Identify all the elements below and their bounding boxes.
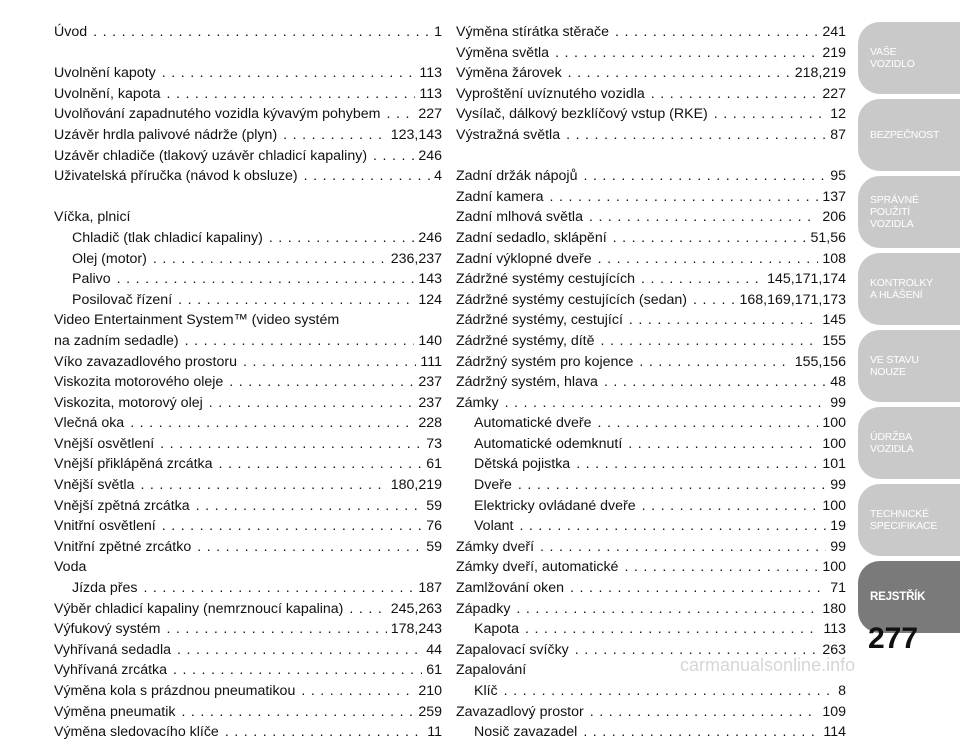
index-entry xyxy=(456,22,846,43)
section-tab[interactable] xyxy=(858,484,960,556)
dot-leader xyxy=(504,681,834,702)
index-entry xyxy=(54,352,442,373)
entry-label: Viskozita, motorový olej xyxy=(54,394,203,411)
entry-page-ref: 227 xyxy=(418,106,442,123)
entry-page-ref: 140 xyxy=(418,332,442,349)
entry-label: Výměna stírátka stěrače xyxy=(456,24,609,40)
entry-label: Zámky xyxy=(456,394,499,411)
entry-page-ref: 100 xyxy=(822,497,846,514)
index-entry xyxy=(54,310,442,331)
dot-leader xyxy=(568,63,791,84)
entry-label: Vlečná oka xyxy=(54,415,125,432)
dot-leader xyxy=(628,434,818,455)
dot-leader xyxy=(140,475,386,496)
entry-page-ref: 227 xyxy=(822,85,846,102)
entry-label: Vyhřívaná zrcátka xyxy=(54,662,168,679)
index-entry xyxy=(54,681,442,702)
dot-leader xyxy=(143,578,414,599)
entry-page-ref: 237 xyxy=(418,374,442,391)
entry-page-ref: 113 xyxy=(419,65,442,82)
dot-leader xyxy=(197,537,422,558)
entry-page-ref: 19 xyxy=(830,518,846,535)
entry-page-ref: 111 xyxy=(420,353,442,370)
entry-label: Výměna světla xyxy=(456,44,550,61)
entry-page-ref: 61 xyxy=(426,456,442,473)
index-entry xyxy=(54,207,442,228)
entry-label: Uvolnění kapoty xyxy=(54,65,156,82)
entry-page-ref: 178,243 xyxy=(390,621,442,638)
dot-leader xyxy=(162,63,416,84)
entry-label: Zámky dveří, automatické xyxy=(456,559,619,576)
entry-page-ref: 71 xyxy=(830,580,846,597)
dot-leader xyxy=(519,516,826,537)
entry-page-ref: 155,156 xyxy=(794,353,846,370)
entry-label: Video Entertainment System™ (video systém xyxy=(54,312,340,329)
index-entry xyxy=(54,557,442,578)
dot-leader xyxy=(714,104,826,125)
entry-label: Vnitřní zpětné zrcátko xyxy=(54,538,192,555)
index-spacer xyxy=(54,187,442,208)
dot-leader xyxy=(269,228,415,249)
entry-label: Vnější zpětná zrcátka xyxy=(54,497,190,514)
entry-label: Výběr chladicí kapaliny (nemrznoucí kapalina) xyxy=(54,600,344,617)
entry-page-ref: 180 xyxy=(822,600,846,617)
index-entry xyxy=(456,187,846,208)
index-entry xyxy=(456,104,846,125)
section-tab[interactable] xyxy=(858,22,960,94)
entry-page-ref: 76 xyxy=(426,518,442,535)
entry-page-ref: 99 xyxy=(830,394,846,411)
entry-label: Uživatelská příručka (návod k obsluze) xyxy=(54,168,298,185)
entry-label: Elektricky ovládané dveře xyxy=(474,497,636,514)
entry-page-ref: 187 xyxy=(418,580,442,597)
index-subentry xyxy=(54,578,442,599)
entry-label: Zadní výklopné dveře xyxy=(456,250,592,267)
entry-label: Víko zavazadlového prostoru xyxy=(54,353,237,370)
entry-label: Uzávěr hrdla palivové nádrže (plyn) xyxy=(54,126,278,143)
index-entry xyxy=(456,310,846,331)
index-subentry xyxy=(456,722,846,743)
dot-leader xyxy=(229,372,414,393)
entry-page-ref: 155 xyxy=(822,332,846,349)
entry-label: Zádržné systémy cestujících xyxy=(456,271,635,288)
entry-label: Dveře xyxy=(474,477,512,494)
entry-page-ref: 236,237 xyxy=(390,250,442,267)
entry-label: Zavazadlový prostor xyxy=(456,703,584,720)
index-entry xyxy=(456,599,846,620)
dot-leader xyxy=(196,496,423,517)
index-entry xyxy=(456,290,846,311)
index-entry xyxy=(456,269,846,290)
dot-leader xyxy=(219,454,423,475)
entry-page-ref: 143 xyxy=(418,271,442,288)
index-entry xyxy=(456,372,846,393)
entry-page-ref: 259 xyxy=(418,703,442,720)
section-tab[interactable] xyxy=(858,99,960,171)
index-entry xyxy=(54,331,442,352)
entry-page-ref: 113 xyxy=(823,621,846,638)
section-tab-label: REJSTŘÍK xyxy=(870,591,926,603)
dot-leader xyxy=(583,722,819,743)
entry-page-ref: 108 xyxy=(822,250,846,267)
dot-leader xyxy=(209,393,415,414)
dot-leader xyxy=(181,702,414,723)
index-subentry xyxy=(54,269,442,290)
entry-label: Palivo xyxy=(72,271,111,288)
entry-page-ref: 48 xyxy=(830,374,846,391)
dot-leader xyxy=(153,249,387,270)
entry-label: Zadní kamera xyxy=(456,188,544,205)
entry-label: Zadní držák nápojů xyxy=(456,168,578,185)
index-entry xyxy=(456,84,846,105)
entry-label: Vyproštění uvíznutého vozidla xyxy=(456,85,645,102)
dot-leader xyxy=(566,125,826,146)
section-tabs xyxy=(858,22,960,630)
index-subentry xyxy=(456,475,846,496)
dot-leader xyxy=(629,310,818,331)
entry-label: Volant xyxy=(474,518,514,535)
entry-label: Automatické odemknutí xyxy=(474,435,623,452)
dot-leader xyxy=(589,207,818,228)
entry-label: Uvolnění, kapota xyxy=(54,85,161,102)
index-entry xyxy=(456,557,846,578)
index-entry xyxy=(54,104,442,125)
dot-leader xyxy=(516,599,818,620)
index-subentry xyxy=(54,228,442,249)
dot-leader xyxy=(651,84,819,105)
entry-page-ref: 1 xyxy=(434,24,442,40)
entry-label: Uzávěr chladiče (tlakový uzávěr chladicí kapaliny) xyxy=(54,147,368,164)
entry-page-ref: 145,171,174 xyxy=(767,271,846,288)
entry-label: Zapalování xyxy=(456,662,527,679)
index-entry xyxy=(456,537,846,558)
dot-leader xyxy=(550,187,819,208)
entry-page-ref: 246 xyxy=(418,147,442,164)
index-entry xyxy=(456,393,846,414)
index-entry xyxy=(456,207,846,228)
index-entry xyxy=(456,249,846,270)
entry-page-ref: 95 xyxy=(830,168,846,185)
entry-page-ref: 99 xyxy=(830,477,846,494)
dot-leader xyxy=(598,249,819,270)
entry-page-ref: 73 xyxy=(426,435,442,452)
entry-page-ref: 228 xyxy=(418,415,442,432)
entry-label: Vnější osvětlení xyxy=(54,435,155,452)
index-entry xyxy=(456,702,846,723)
index-entry xyxy=(54,599,442,620)
dot-leader xyxy=(590,702,819,723)
index-entry xyxy=(54,475,442,496)
entry-page-ref: 210 xyxy=(418,683,442,699)
dot-leader xyxy=(601,331,819,352)
dot-leader xyxy=(283,125,387,146)
entry-page-ref: 206 xyxy=(822,209,846,226)
entry-page-ref: 241 xyxy=(822,24,846,40)
entry-page-ref: 59 xyxy=(426,538,442,555)
index-entry xyxy=(456,166,846,187)
index-column-right xyxy=(456,22,846,743)
entry-label: Západky xyxy=(456,600,511,617)
entry-page-ref: 113 xyxy=(419,85,442,102)
entry-page-ref: 8 xyxy=(838,683,846,699)
dot-leader xyxy=(604,372,826,393)
index-subentry xyxy=(456,619,846,640)
entry-page-ref: 11 xyxy=(427,724,442,741)
entry-page-ref: 100 xyxy=(822,435,846,452)
entry-label: Zadní mlhová světla xyxy=(456,209,583,226)
dot-leader xyxy=(639,352,790,373)
entry-label: Uvolňování zapadnutého vozidla kývavým pohybem xyxy=(54,106,381,123)
index-subentry xyxy=(456,434,846,455)
entry-label: Výfukový systém xyxy=(54,621,161,638)
index-entry xyxy=(54,22,442,43)
dot-leader xyxy=(301,681,414,702)
index-entry xyxy=(54,619,442,640)
index-entry xyxy=(54,496,442,517)
index-entry xyxy=(54,454,442,475)
dot-leader xyxy=(166,84,415,105)
entry-label: Vnější přiklápěná zrcátka xyxy=(54,456,213,473)
entry-page-ref: 245,263 xyxy=(390,600,442,617)
index-entry xyxy=(54,702,442,723)
section-tab-label: SPRÁVNÉ POUŽITÍ VOZIDLA xyxy=(870,194,919,230)
index-subentry xyxy=(456,516,846,537)
entry-page-ref: 145 xyxy=(822,312,846,329)
entry-label: Zámky dveří xyxy=(456,538,535,555)
index-entry xyxy=(54,166,442,187)
dot-leader xyxy=(505,393,827,414)
dot-leader xyxy=(518,475,826,496)
entry-label: Dětská pojistka xyxy=(474,456,571,473)
entry-label: Vnitřní osvětlení xyxy=(54,518,156,535)
entry-page-ref: 180,219 xyxy=(390,477,442,494)
entry-page-ref: 4 xyxy=(434,168,442,185)
page-number: 277 xyxy=(868,622,919,655)
entry-label: Výměna žárovek xyxy=(456,65,562,82)
index-subentry xyxy=(456,413,846,434)
entry-label: Víčka, plnicí xyxy=(54,209,131,226)
index-entry xyxy=(54,63,442,84)
entry-page-ref: 109 xyxy=(822,703,846,720)
entry-label: Klíč xyxy=(474,683,498,699)
index-entry xyxy=(54,146,442,167)
index-entry xyxy=(54,722,442,743)
index-entry xyxy=(54,125,442,146)
index-entry xyxy=(54,640,442,661)
dot-leader xyxy=(540,537,826,558)
entry-page-ref: 51,56 xyxy=(810,229,846,246)
dot-leader xyxy=(117,269,415,290)
entry-label: Kapota xyxy=(474,621,519,638)
dot-leader xyxy=(641,269,763,290)
entry-label: Výměna kola s prázdnou pneumatikou xyxy=(54,683,296,699)
index-entry xyxy=(456,63,846,84)
entry-page-ref: 87 xyxy=(830,126,846,143)
entry-label: Olej (motor) xyxy=(72,250,147,267)
index-entry xyxy=(456,228,846,249)
index-entry xyxy=(54,516,442,537)
index-column-left xyxy=(54,22,442,743)
section-tab[interactable] xyxy=(858,330,960,402)
index-entry xyxy=(456,125,846,146)
entry-label: Jízda přes xyxy=(72,580,138,597)
section-tab-label: VAŠE VOZIDLO xyxy=(870,46,915,70)
entry-label: Zádržné systémy, dítě xyxy=(456,332,595,349)
dot-leader xyxy=(555,43,818,64)
entry-page-ref: 59 xyxy=(426,497,442,514)
dot-leader xyxy=(160,434,422,455)
entry-label: Nosič zavazadel xyxy=(474,724,578,741)
index-entry xyxy=(54,537,442,558)
dot-leader xyxy=(598,413,819,434)
entry-label: na zadním sedadle) xyxy=(54,332,179,349)
watermark: carmanualsonline.info xyxy=(680,655,856,675)
entry-label: Zádržný systém pro kojence xyxy=(456,353,634,370)
dot-leader xyxy=(624,557,818,578)
dot-leader xyxy=(225,722,423,743)
dot-leader xyxy=(693,290,735,311)
section-tab-label: VE STAVU NOUZE xyxy=(870,354,919,378)
dot-leader xyxy=(93,22,430,43)
entry-page-ref: 44 xyxy=(426,641,442,658)
entry-label: Viskozita motorového oleje xyxy=(54,374,224,391)
index-entry xyxy=(54,434,442,455)
index-entry xyxy=(456,352,846,373)
entry-label: Voda xyxy=(54,559,87,576)
entry-page-ref: 114 xyxy=(823,724,846,741)
entry-label: Zamlžování oken xyxy=(456,580,565,597)
dot-leader xyxy=(570,578,826,599)
dot-leader xyxy=(162,516,422,537)
entry-page-ref: 137 xyxy=(822,188,846,205)
entry-page-ref: 100 xyxy=(822,559,846,576)
entry-page-ref: 219 xyxy=(822,44,846,61)
index-entry xyxy=(456,43,846,64)
entry-page-ref: 218,219 xyxy=(794,65,846,82)
entry-page-ref: 168,169,171,173 xyxy=(739,291,846,308)
index-entry xyxy=(456,331,846,352)
entry-label: Úvod xyxy=(54,24,88,40)
dot-leader xyxy=(373,146,414,167)
dot-leader xyxy=(304,166,430,187)
index-entry xyxy=(54,393,442,414)
entry-label: Výměna pneumatik xyxy=(54,703,176,720)
dot-leader xyxy=(576,454,818,475)
index-subentry xyxy=(54,249,442,270)
entry-label: Zadní sedadlo, sklápění xyxy=(456,229,607,246)
entry-page-ref: 61 xyxy=(426,662,442,679)
entry-page-ref: 263 xyxy=(822,641,846,658)
index-subentry xyxy=(54,290,442,311)
entry-label: Výstražná světla xyxy=(456,126,561,143)
entry-page-ref: 124 xyxy=(418,291,442,308)
dot-leader xyxy=(243,352,416,373)
dot-leader xyxy=(166,619,386,640)
entry-page-ref: 246 xyxy=(418,229,442,246)
entry-label: Posilovač řízení xyxy=(72,291,173,308)
dot-leader xyxy=(130,413,414,434)
section-tab[interactable] xyxy=(858,407,960,479)
entry-label: Zádržný systém, hlava xyxy=(456,374,598,391)
entry-page-ref: 12 xyxy=(830,106,846,123)
section-tab-label: KONTROLKY A HLÁŠENÍ xyxy=(870,277,933,301)
index-subentry xyxy=(456,681,846,702)
entry-label: Zádržné systémy cestujících (sedan) xyxy=(456,291,688,308)
dot-leader xyxy=(387,104,415,125)
index-entry xyxy=(54,372,442,393)
entry-page-ref: 99 xyxy=(830,538,846,555)
entry-page-ref: 100 xyxy=(822,415,846,432)
section-tab-label: ÚDRŽBA VOZIDLA xyxy=(870,431,914,455)
index-entry xyxy=(456,578,846,599)
section-tab-label: TECHNICKÉ SPECIFIKACE xyxy=(870,508,938,532)
index-entry xyxy=(54,413,442,434)
entry-label: Zádržné systémy, cestující xyxy=(456,312,623,329)
entry-page-ref: 123,143 xyxy=(390,126,442,143)
entry-label: Vysílač, dálkový bezklíčový vstup (RKE) xyxy=(456,106,708,123)
index-spacer xyxy=(456,146,846,167)
dot-leader xyxy=(613,228,807,249)
dot-leader xyxy=(185,331,415,352)
dot-leader xyxy=(177,640,422,661)
dot-leader xyxy=(615,22,818,43)
index-entry xyxy=(54,84,442,105)
entry-label: Výměna sledovacího klíče xyxy=(54,724,219,741)
dot-leader xyxy=(642,496,819,517)
dot-leader xyxy=(178,290,414,311)
entry-label: Automatické dveře xyxy=(474,415,592,432)
section-tab[interactable] xyxy=(858,253,960,325)
entry-label: Chladič (tlak chladicí kapaliny) xyxy=(72,229,263,246)
entry-page-ref: 237 xyxy=(418,394,442,411)
dot-leader xyxy=(349,599,386,620)
index-spacer xyxy=(54,43,442,64)
dot-leader xyxy=(583,166,826,187)
entry-label: Zapalovací svíčky xyxy=(456,641,569,658)
section-tab[interactable] xyxy=(858,176,960,248)
section-tab-label: BEZPEČNOST xyxy=(870,129,940,141)
entry-label: Vnější světla xyxy=(54,477,135,494)
index-subentry xyxy=(456,454,846,475)
index-subentry xyxy=(456,496,846,517)
dot-leader xyxy=(525,619,819,640)
entry-page-ref: 101 xyxy=(822,456,846,473)
entry-label: Vyhřívaná sedadla xyxy=(54,641,171,658)
